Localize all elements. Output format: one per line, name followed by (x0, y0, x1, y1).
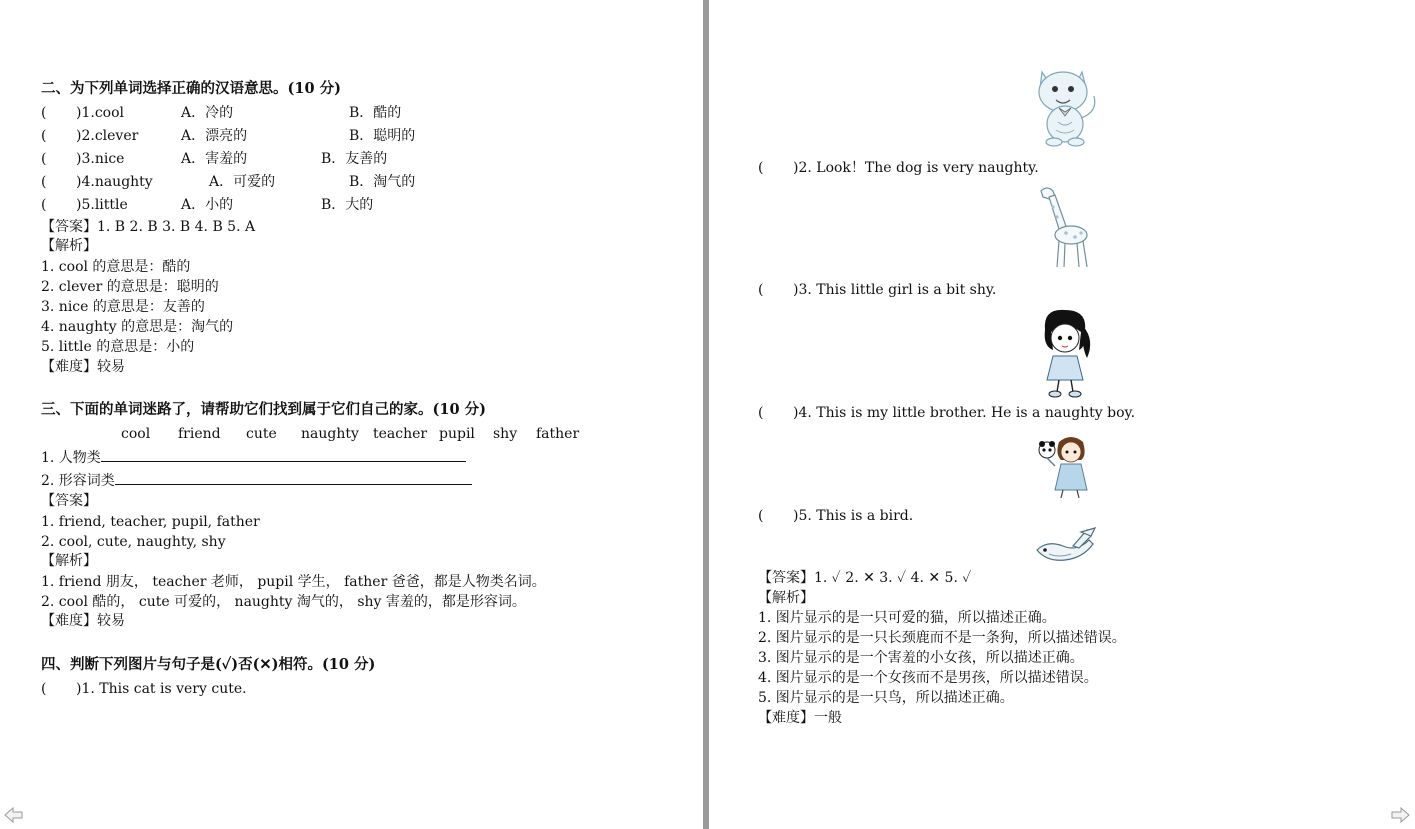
section3-title: 三、下面的单词迷路了，请帮助它们找到属于它们自己的家。(10 分) (41, 401, 486, 418)
q3-text: )3. This little girl is a bit shy. (793, 282, 997, 298)
section2-answer: 【答案】1. B 2. B 3. B 4. B 5. A (41, 219, 256, 235)
word-bank-item: pupil (439, 426, 475, 442)
left-page (0, 0, 703, 829)
analysis-label: 【解析】 (758, 590, 814, 606)
section3-analysis-label: 【解析】 (41, 553, 97, 569)
section2-analysis-line: 2. clever 的意思是：聪明的 (41, 279, 219, 295)
section2-analysis-line: 3. nice 的意思是：友善的 (41, 299, 205, 315)
q5-option-b: B．大的 (321, 197, 374, 213)
q1-option-a: A．冷的 (181, 105, 234, 121)
q5-paren: ( (41, 197, 47, 213)
s4-q1-text: )1. This cat is very cute. (76, 681, 247, 697)
q4-paren: ( (41, 174, 47, 190)
q4-text: )4. This is my little brother. He is a naughty boy. (793, 405, 1136, 421)
analysis-line: 1. 图片显示的是一只可爱的猫，所以描述正确。 (758, 610, 1056, 626)
difficulty: 【难度】一般 (758, 710, 842, 726)
q3-paren: ( (41, 151, 47, 167)
q2-paren: ( (41, 128, 47, 144)
s4-q1-paren: ( (41, 681, 47, 697)
word-bank-item: friend (178, 426, 221, 442)
girl-with-panda-icon (1037, 432, 1093, 500)
q5-paren-right: ( (758, 508, 764, 524)
analysis-line: 3. 图片显示的是一个害羞的小女孩，所以描述正确。 (758, 650, 1084, 666)
blank-row-people (41, 447, 466, 467)
section3-answer-label: 【答案】 (41, 493, 97, 509)
q3-paren-right: ( (758, 282, 764, 298)
answer-line: 【答案】1. ✓ 2. ✕ 3. ✓ 4. ✕ 5. ✓ (758, 570, 972, 586)
section3-analysis-line: 2. cool 酷的， cute 可爱的， naughty 淘气的， shy 害羞的，都是形容词。 (41, 594, 526, 610)
analysis-line: 4. 图片显示的是一个女孩而不是男孩，所以描述错误。 (758, 670, 1098, 686)
q4-word: )4.naughty (76, 174, 153, 190)
shy-girl-icon (1035, 306, 1095, 398)
bird-icon (1033, 526, 1097, 568)
q1-option-b: B．酷的 (349, 105, 402, 121)
blank-label-people: 1. 人物类 (41, 450, 101, 466)
section2-analysis-line: 5. little 的意思是：小的 (41, 339, 195, 355)
giraffe-icon (1033, 183, 1095, 271)
q5-word: )5.little (76, 197, 128, 213)
right-page (709, 0, 1415, 829)
q3-word: )3.nice (76, 151, 125, 167)
q5-text: )5. This is a bird. (793, 508, 914, 524)
word-bank-item: shy (493, 426, 518, 442)
analysis-line: 2. 图片显示的是一只长颈鹿而不是一条狗，所以描述错误。 (758, 630, 1126, 646)
blank-label-adjectives: 2. 形容词类 (41, 473, 115, 489)
q5-option-a: A．小的 (181, 197, 234, 213)
word-bank-item: cool (121, 426, 151, 442)
section2-analysis-label: 【解析】 (41, 238, 97, 254)
section3-answer-line: 1. friend, teacher, pupil, father (41, 514, 260, 530)
q4-option-a: A．可爱的 (209, 174, 276, 190)
word-bank-item: teacher (373, 426, 428, 442)
q1-paren: ( (41, 105, 47, 121)
q4-option-b: B．淘气的 (349, 174, 416, 190)
blank-row-adjectives (41, 470, 472, 490)
section2-analysis-line: 1. cool 的意思是：酷的 (41, 259, 191, 275)
section2-difficulty: 【难度】较易 (41, 359, 125, 375)
q2-word: )2.clever (76, 128, 139, 144)
section3-analysis-line: 1. friend 朋友， teacher 老师， pupil 学生， father 爸爸，都是人物类名词。 (41, 574, 546, 590)
answer-blank-adjectives[interactable] (115, 470, 472, 485)
q4-paren-right: ( (758, 405, 764, 421)
section3-answer-line: 2. cool, cute, naughty, shy (41, 534, 226, 550)
prev-page-arrow-icon[interactable] (4, 806, 24, 824)
section3-difficulty: 【难度】较易 (41, 613, 125, 629)
answer-blank-people[interactable] (101, 447, 466, 462)
word-bank-item: father (536, 426, 580, 442)
q3-option-a: A．害羞的 (181, 151, 248, 167)
word-bank-item: naughty (301, 426, 359, 442)
analysis-line: 5. 图片显示的是一只鸟，所以描述正确。 (758, 690, 1014, 706)
word-bank-item: cute (246, 426, 277, 442)
q3-option-b: B．友善的 (321, 151, 388, 167)
cat-cartoon-icon (1032, 62, 1102, 148)
q1-word: )1.cool (76, 105, 124, 121)
section2-title: 二、为下列单词选择正确的汉语意思。(10 分) (41, 80, 341, 97)
q2-text: )2. Look！The dog is very naughty. (793, 160, 1039, 176)
section2-analysis-line: 4. naughty 的意思是：淘气的 (41, 319, 234, 335)
section4-title: 四、判断下列图片与句子是(✓)否(✕)相符。(10 分) (41, 656, 376, 673)
q2-paren-right: ( (758, 160, 764, 176)
next-page-arrow-icon[interactable] (1390, 806, 1410, 824)
q2-option-a: A．漂亮的 (181, 128, 248, 144)
q2-option-b: B．聪明的 (349, 128, 416, 144)
